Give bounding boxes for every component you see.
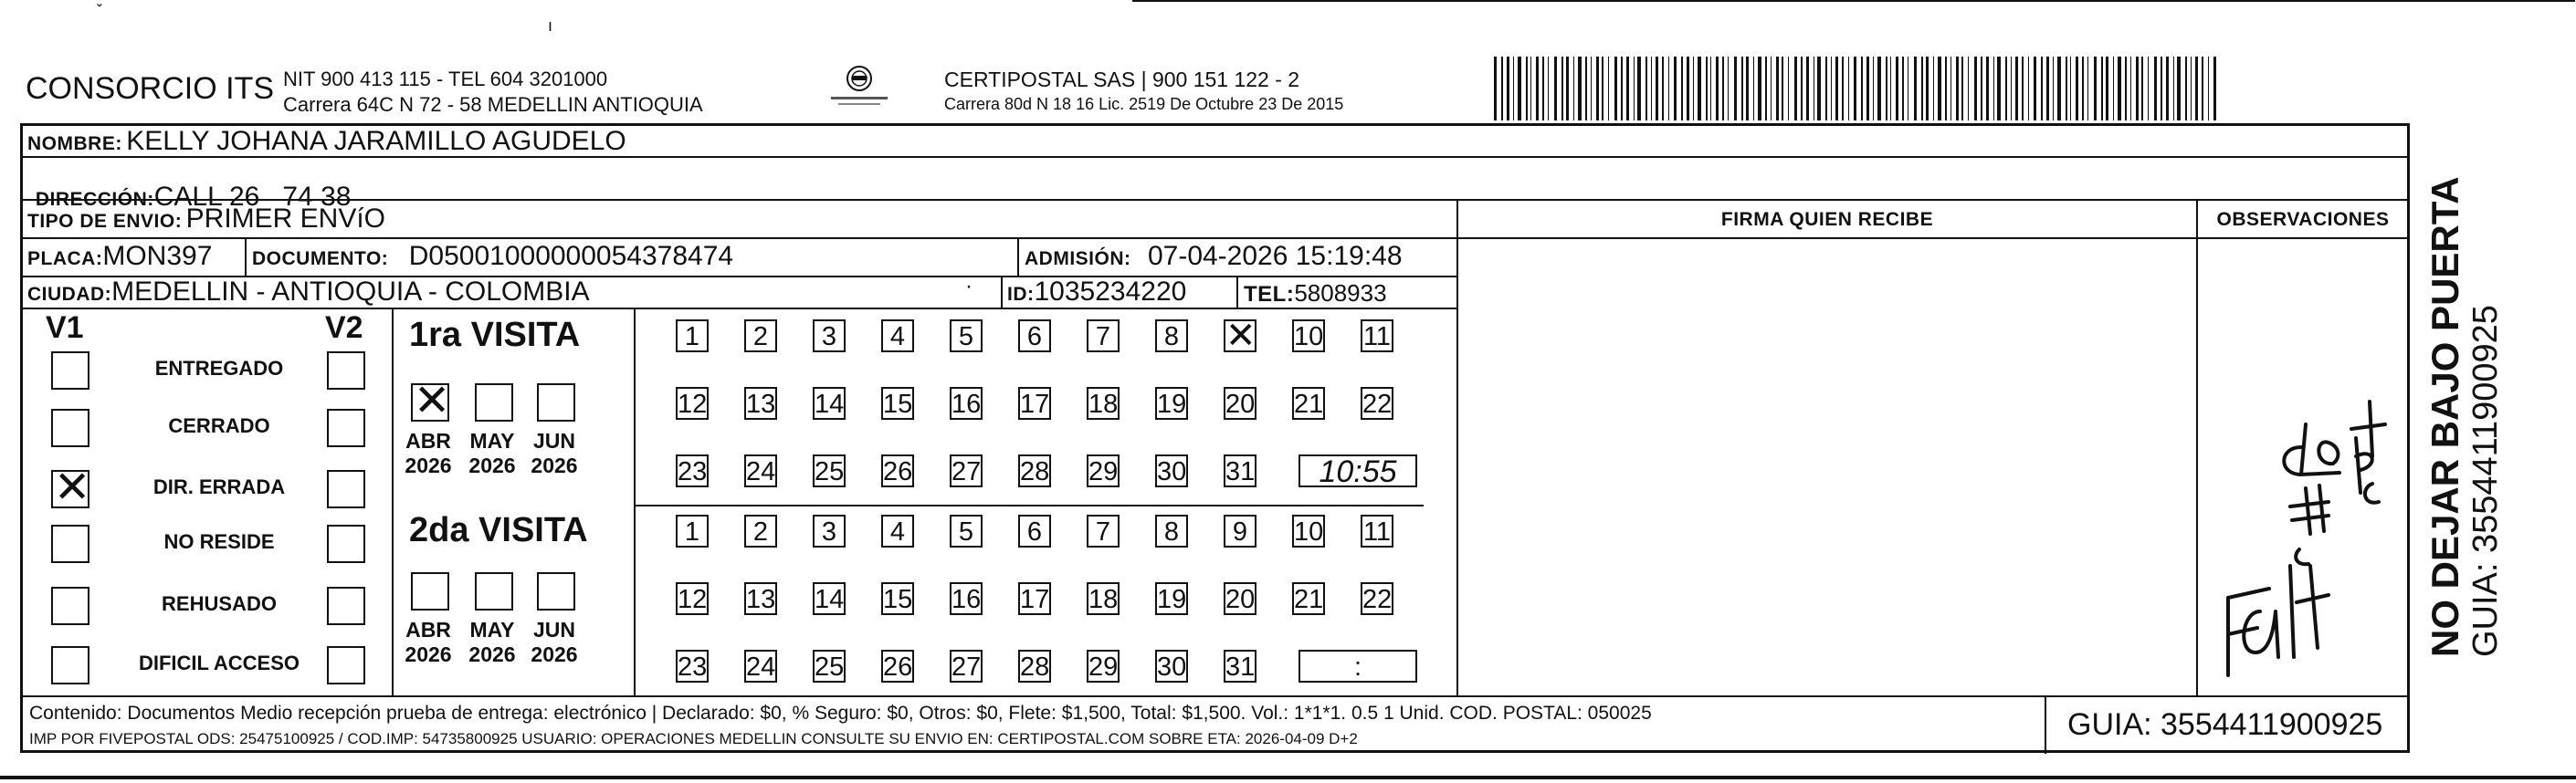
day-box-checked[interactable]: ✕: [1225, 315, 1256, 357]
barcode: [1494, 57, 2224, 120]
day-box-visit1[interactable]: 19: [1155, 387, 1188, 420]
placa-label: PLACA:: [27, 248, 103, 269]
ciudad-value: MEDELLIN - ANTIOQUIA - COLOMBIA: [111, 277, 590, 307]
tipo-row: [27, 204, 385, 235]
time-box-visit2[interactable]: :: [1299, 650, 1417, 683]
nit-line: NIT 900 413 115 - TEL 604 3201000: [283, 68, 608, 90]
month-checkbox-visit1-0[interactable]: [411, 375, 451, 426]
day-box-visit1[interactable]: 13: [744, 387, 777, 420]
day-box-visit1[interactable]: 11: [1361, 319, 1393, 352]
day-box-visit2[interactable]: 19: [1155, 582, 1188, 615]
day-box-visit1[interactable]: 10: [1292, 319, 1325, 352]
checkbox-v1-3[interactable]: [51, 525, 89, 563]
month-checkbox-visit2-1[interactable]: [475, 572, 513, 611]
col-divider: [1236, 276, 1238, 308]
day-box-visit1[interactable]: 21: [1292, 387, 1325, 420]
day-box-visit1[interactable]: 17: [1018, 387, 1051, 420]
col-divider: [245, 237, 247, 277]
year-label: 2026: [531, 454, 578, 477]
day-box-visit2[interactable]: 22: [1361, 582, 1393, 615]
month-checkbox-visit1-2[interactable]: [537, 383, 575, 422]
row-divider: [22, 695, 2408, 697]
day-box-visit1[interactable]: 29: [1087, 454, 1120, 487]
admision-label: ADMISIÓN:: [1025, 248, 1131, 269]
row-divider: [22, 199, 2408, 201]
day-box-visit1[interactable]: 24: [744, 454, 777, 487]
day-box-visit1[interactable]: 15: [881, 387, 914, 420]
col-divider: [1456, 199, 1458, 696]
month-label: JUN: [532, 429, 575, 453]
address-line: Carrera 64C N 72 - 58 MEDELLIN ANTIOQUIA: [283, 93, 703, 116]
day-box-visit1[interactable]: 23: [676, 454, 709, 487]
ciudad-label: CIUDAD:: [27, 284, 112, 305]
visit2-title: 2da VISITA: [409, 511, 588, 549]
year-label: 2026: [405, 454, 452, 477]
rotated-sidebar: [2424, 18, 2516, 657]
day-box-visit2[interactable]: 9: [1224, 515, 1256, 548]
day-box-visit1[interactable]: 14: [813, 387, 846, 420]
day-box-visit1[interactable]: 25: [813, 454, 846, 487]
day-box-visit2[interactable]: 8: [1155, 515, 1188, 548]
year-label: 2026: [405, 642, 452, 666]
sidebar-warning: NO DEJAR BAJO PUERTA: [2424, 176, 2466, 657]
month-label: MAY: [469, 618, 515, 642]
day-box-visit1[interactable]: 18: [1087, 387, 1120, 420]
checkbox-v2-1[interactable]: [327, 409, 365, 447]
col-divider: [634, 308, 636, 696]
day-box-visit2[interactable]: 24: [744, 650, 777, 683]
day-box-visit1[interactable]: 7: [1087, 319, 1120, 352]
day-box-visit1[interactable]: 3: [813, 319, 846, 352]
day-box-visit2[interactable]: 4: [881, 515, 914, 548]
checkmark-x: ✕: [54, 462, 91, 513]
day-box-visit1[interactable]: 20: [1224, 387, 1256, 420]
col-divider: [392, 308, 394, 696]
stray-dot: ·: [965, 274, 973, 298]
day-box-visit1[interactable]: 8: [1155, 319, 1188, 352]
time-box-visit1[interactable]: 10:55: [1299, 454, 1417, 487]
day-box-visit2[interactable]: 5: [950, 515, 983, 548]
day-box-visit2[interactable]: 15: [881, 582, 914, 615]
status-label: DIFICIL ACCESO: [138, 652, 300, 674]
id-value: 1035234220: [1034, 277, 1187, 307]
day-box-visit2[interactable]: 14: [813, 582, 846, 615]
observaciones-label: OBSERVACIONES: [2216, 209, 2390, 230]
day-box-visit2[interactable]: 27: [950, 650, 983, 683]
day-box-visit1[interactable]: 27: [950, 454, 983, 487]
visit-divider: [634, 505, 1424, 506]
day-box-visit1[interactable]: 22: [1361, 387, 1393, 420]
visit1-title: 1ra VISITA: [409, 316, 581, 354]
checkbox-v2-2[interactable]: [327, 470, 365, 508]
day-box-visit1[interactable]: 30: [1155, 454, 1188, 487]
day-box-visit2[interactable]: 20: [1224, 582, 1256, 615]
month-label: ABR: [405, 429, 451, 453]
status-label: NO RESIDE: [163, 530, 275, 553]
placa-row: [27, 241, 212, 272]
sidebar-guia: GUIA: 3554411900925: [2466, 305, 2505, 657]
checkbox-v1-2[interactable]: [51, 462, 91, 513]
footer-guia: GUIA: 3554411900925: [2067, 707, 2383, 742]
day-box-visit2[interactable]: 29: [1087, 650, 1120, 683]
checkbox-v1-1[interactable]: [51, 409, 89, 447]
day-box-visit2[interactable]: 30: [1155, 650, 1188, 683]
day-box-visit2[interactable]: 31: [1224, 650, 1256, 683]
stray-mark: ˇ: [97, 2, 102, 20]
year-label: 2026: [531, 642, 578, 666]
tel-row: [1244, 279, 1387, 308]
firma-label: FIRMA QUIEN RECIBE: [1720, 209, 1934, 230]
direccion-value: CALL 26 74 38: [153, 182, 352, 212]
day-box-visit1[interactable]: 5: [950, 319, 983, 352]
v1-label: V1: [46, 310, 84, 345]
day-box-visit2[interactable]: 16: [950, 582, 983, 615]
day-box-visit1[interactable]: 26: [881, 454, 914, 487]
day-box-visit2[interactable]: 26: [881, 650, 914, 683]
day-box-visit2[interactable]: 17: [1018, 582, 1051, 615]
certipostal-logo: [827, 62, 891, 112]
row-divider: [22, 308, 1458, 309]
day-box-visit2[interactable]: 12: [676, 582, 709, 615]
day-box-visit2[interactable]: 13: [744, 582, 777, 615]
checkbox-v2-4[interactable]: [327, 587, 365, 625]
row-divider: [22, 237, 2408, 239]
documento-label: DOCUMENTO:: [252, 248, 389, 269]
day-box-visit2[interactable]: 6: [1018, 515, 1051, 548]
month-checkbox-visit2-0[interactable]: [411, 572, 449, 611]
day-box-visit1[interactable]: 4: [881, 319, 914, 352]
month-checkbox-visit1-1[interactable]: [475, 383, 513, 422]
month-checkbox-visit2-2[interactable]: [537, 572, 575, 611]
documento-row: [252, 241, 733, 272]
company-name: CONSORCIO ITS: [26, 71, 275, 106]
day-box-visit2[interactable]: 23: [676, 650, 709, 683]
nombre-row: [27, 126, 626, 157]
day-box-visit2[interactable]: 7: [1087, 515, 1120, 548]
day-box-visit1[interactable]: 31: [1224, 454, 1256, 487]
ciudad-row: [27, 277, 590, 308]
day-box-visit1[interactable]: 16: [950, 387, 983, 420]
day-box-visit2[interactable]: 28: [1018, 650, 1051, 683]
bottom-border: [0, 776, 2576, 779]
status-label: REHUSADO: [162, 592, 277, 615]
col-divider: [2045, 695, 2046, 754]
checkbox-v2-5[interactable]: [327, 646, 365, 684]
id-row: [1007, 277, 1186, 308]
col-divider: [1017, 237, 1019, 277]
handwritten-observation: [2192, 338, 2392, 694]
day-box-visit2[interactable]: 11: [1361, 515, 1393, 548]
checkbox-v1-0[interactable]: [51, 351, 89, 390]
day-box-visit1[interactable]: 2: [744, 319, 777, 352]
documento-value: D05001000000054378474: [408, 241, 734, 271]
admision-value: 07-04-2026 15:19:48: [1147, 241, 1403, 271]
day-box-visit2[interactable]: 10: [1292, 515, 1325, 548]
status-label: ENTREGADO: [154, 357, 284, 380]
carrier-line: CERTIPOSTAL SAS | 900 151 122 - 2: [944, 68, 1300, 91]
month-label: JUN: [532, 618, 575, 642]
day-box-visit2[interactable]: 18: [1087, 582, 1120, 615]
checkbox-v1-4[interactable]: [51, 587, 89, 625]
footer-line1: Contenido: Documentos Medio recepción prueba de entrega: electrónico | Declarado: $0, % Seguro: $0, Otros: $0, Flete: $1,500, Total: $1,500. Vol.: 1*1*1. 0.5 1 Unid. COD. POSTAL: 050025: [29, 703, 1652, 724]
checkbox-v2-3[interactable]: [327, 525, 365, 563]
status-label: CERRADO: [168, 414, 270, 437]
tel-value: 5808933: [1294, 279, 1387, 307]
day-box-visit2[interactable]: 1: [676, 515, 709, 548]
day-box-visit2[interactable]: 3: [813, 515, 846, 548]
status-label: DIR. ERRADA: [152, 475, 286, 498]
day-box-visit2[interactable]: 2: [744, 515, 777, 548]
month-label: ABR: [405, 618, 451, 642]
day-box-visit1[interactable]: 28: [1018, 454, 1051, 487]
tipo-label: TIPO DE ENVIO:: [27, 211, 183, 232]
day-box-visit1[interactable]: 1: [676, 319, 709, 352]
direccion-label: DIRECCIÓN:: [35, 189, 154, 210]
day-box-visit1[interactable]: 12: [676, 387, 709, 420]
stray-mark: ı: [548, 16, 553, 35]
tipo-value: PRIMER ENVíO: [185, 204, 386, 234]
checkmark-x: ✕: [414, 375, 451, 426]
checkbox-v1-5[interactable]: [51, 646, 89, 684]
day-box-visit2[interactable]: 25: [813, 650, 846, 683]
day-box-visit1[interactable]: 6: [1018, 319, 1051, 352]
license-line: Carrera 80d N 18 16 Lic. 2519 De Octubre 23 De 2015: [944, 95, 1344, 113]
placa-value: MON397: [102, 241, 213, 271]
checkbox-v2-0[interactable]: [327, 351, 365, 390]
footer-line2: IMP POR FIVEPOSTAL ODS: 25475100925 / COD.IMP: 54735800925 USUARIO: OPERACIONES MEDELLIN CONSULTE SU ENVIO EN: CERTIPOSTAL.COM SOBRE ETA: 2026-04-09 D+2: [29, 730, 1358, 747]
v2-label: V2: [325, 310, 363, 345]
tel-label: TEL:: [1244, 282, 1295, 307]
nombre-value: KELLY JOHANA JARAMILLO AGUDELO: [126, 126, 626, 156]
col-divider: [1001, 276, 1003, 308]
day-box-visit2[interactable]: 21: [1292, 582, 1325, 615]
month-label: MAY: [469, 429, 515, 453]
admision-row: [1025, 241, 1403, 272]
id-label: ID:: [1007, 284, 1035, 305]
nombre-label: NOMBRE:: [27, 133, 122, 154]
year-label: 2026: [468, 454, 516, 477]
top-border: [1132, 0, 2575, 2]
year-label: 2026: [468, 642, 516, 666]
